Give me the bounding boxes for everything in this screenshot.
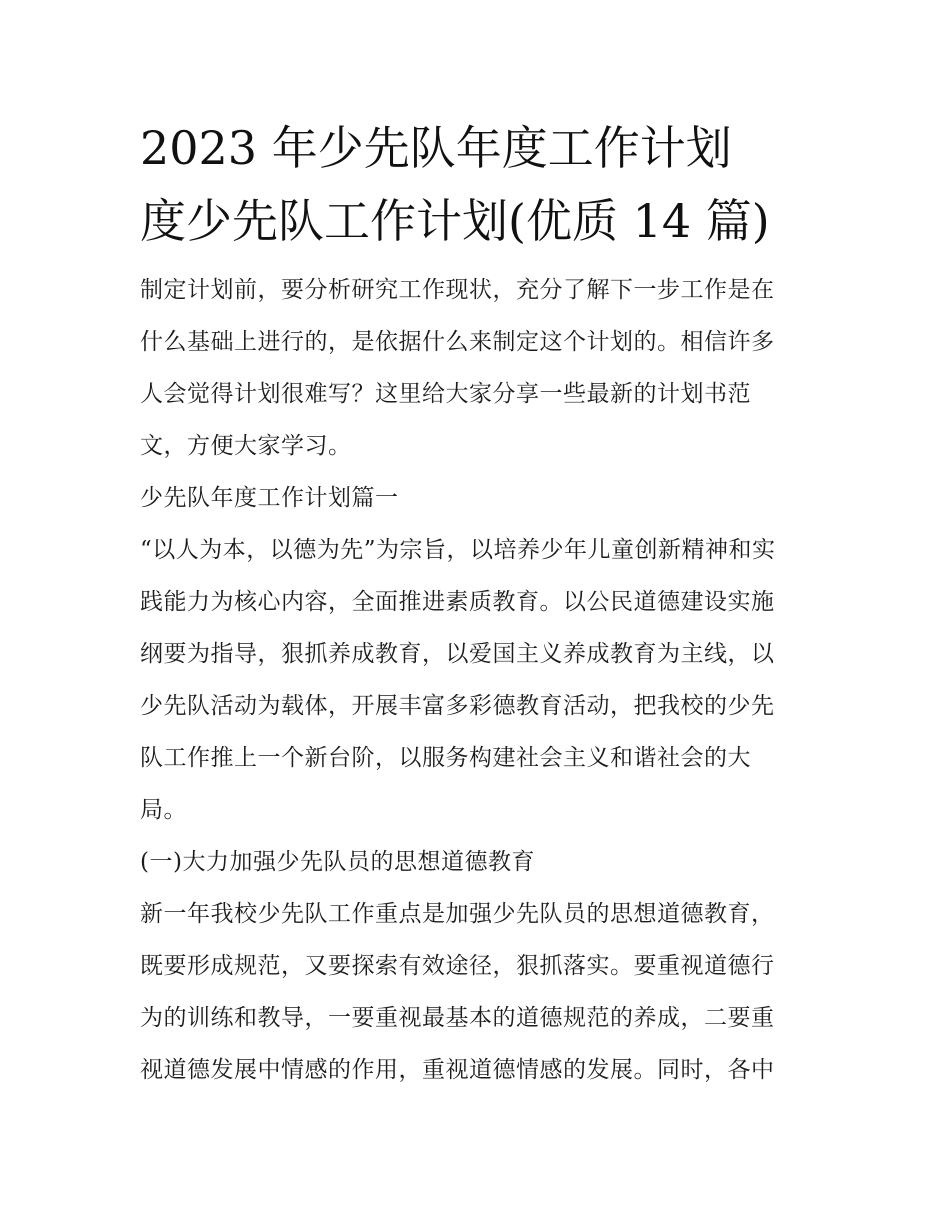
text-line: 新一年我校少先队工作重点是加强少先队员的思想道德教育，	[140, 901, 775, 927]
text-line: 纲要为指导，狠抓养成教育，以爱国主义养成教育为主线，以	[140, 641, 775, 667]
document-body	[140, 264, 816, 1096]
body-paragraph	[140, 524, 816, 836]
title-line-2: 度少先队工作计划(优质 14 篇)	[140, 194, 770, 248]
text-line: 为的训练和教导，一要重视最基本的道德规范的养成，二要重	[140, 1005, 775, 1031]
text-line: 人会觉得计划很难写？这里给大家分享一些最新的计划书范	[140, 381, 751, 407]
body-paragraph	[140, 888, 816, 1096]
text-line: 既要形成规范，又要探索有效途径，狠抓落实。要重视道德行	[140, 953, 775, 979]
intro-paragraph	[140, 264, 816, 472]
text-line: 局。	[140, 797, 187, 823]
text-line: “以人为本，以德为先”为宗旨，以培养少年儿童创新精神和实	[140, 537, 776, 563]
subsection-heading	[140, 836, 816, 888]
text-line: 少先队年度工作计划篇一	[140, 485, 399, 511]
title-line-1: 2023 年少先队年度工作计划	[140, 121, 732, 175]
text-line: 制定计划前，要分析研究工作现状，充分了解下一步工作是在	[140, 277, 775, 303]
text-line: 视道德发展中情感的作用，重视道德情感的发展。同时，各中	[140, 1057, 775, 1083]
section-heading	[140, 472, 816, 524]
document-content	[140, 112, 816, 1096]
text-line: 队工作推上一个新台阶，以服务构建社会主义和谐社会的大	[140, 745, 751, 771]
text-line: 践能力为核心内容，全面推进素质教育。以公民道德建设实施	[140, 589, 775, 615]
text-line: 文，方便大家学习。	[140, 433, 352, 459]
document-title	[140, 112, 816, 258]
text-line: 少先队活动为载体，开展丰富多彩德教育活动，把我校的少先	[140, 693, 775, 719]
text-line: (一)大力加强少先队员的思想道德教育	[140, 849, 535, 875]
text-line: 什么基础上进行的，是依据什么来制定这个计划的。相信许多	[140, 329, 775, 355]
